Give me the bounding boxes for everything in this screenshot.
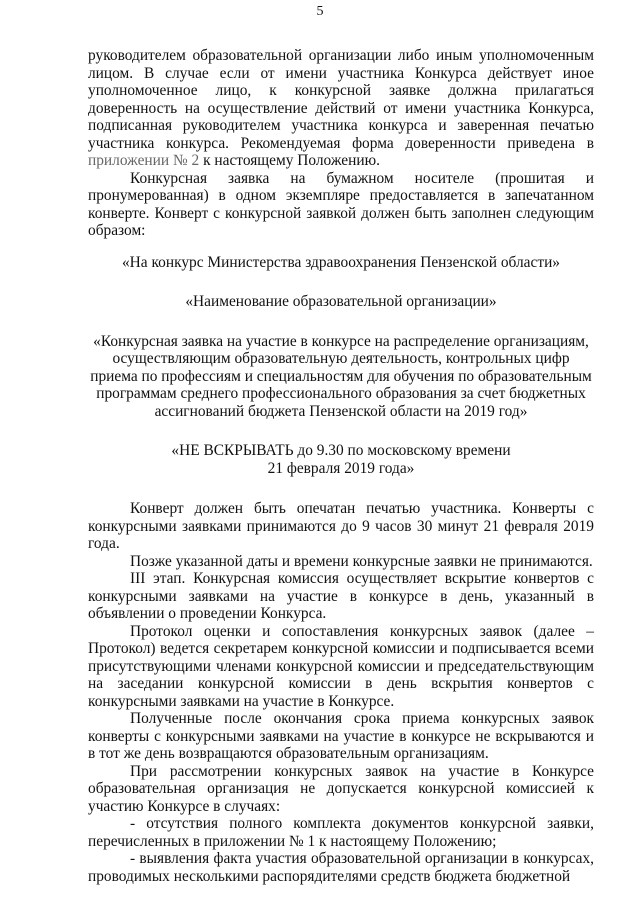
envelope-inscription [88,254,594,478]
appendix-2-link[interactable]: приложении № 2 [88,152,200,169]
paragraph-protocol: Протокол оценки и сопоставления конкурсных заявок (далее – Протокол) ведется секретарем конкурсной комиссии и подписывается всеми присутствующими членами конкурсной комиссии и председательствующим на заседании конкурсной комиссии в день вскрытия конвертов с конкурсными заявками на участие в Конкурсе. [88,622,594,710]
paragraph-power-of-attorney [88,47,594,170]
paragraph-late-applications: Позже указанной даты и времени конкурсные заявки не принимаются. [130,552,593,570]
page-number: 5 [316,4,324,19]
envelope-line-application: «Конкурсная заявка на участие в конкурсе на распределение организациям, осуществляющим образовательную деятельность, контрольных цифр приема по профессиям и специальностям для обучения по образовательным программам среднего профессионального образования за счет бюджетных ассигнований бюджета Пензенской области на 2019 год» [90,332,592,420]
paragraph-text: руководителем образовательной организации либо иным уполномоченным лицом. В случае если от имени участника Конкурса действует иное уполномоченное лицо, к конкурсной заявке должна прилагаться доверенность на осуществление действий от имени участника Конкурса, подписанная руководителем участника конкурса и заверенная печатью участника конкурса. Рекомендуемая форма доверенности приведена в [88,47,594,152]
list-item-incomplete-docs: - отсутствия полного комплекта документов конкурсной заявки, перечисленных в приложении № 1 к настоящему Положению; [88,815,594,850]
list-item-multiple-contests: - выявления факта участия образовательной организации в конкурсах, проводимых несколькими распорядителями средств бюджета бюджетной [88,850,594,885]
paragraph-envelope-intro: Конкурсная заявка на бумажном носителе (прошитая и пронумерованная) в одном экземпляре предоставляется в запечатанном конверте. Конверт с конкурсной заявкой должен быть заполнен следующим образом: [88,169,594,239]
paragraph-stage-3: III этап. Конкурсная комиссия осуществляет вскрытие конвертов с конкурсными заявками на участие в конкурсе в день, указанный в объявлении о проведении Конкурса. [88,570,594,622]
paragraph-sealing: Конверт должен быть опечатан печатью участника. Конверты с конкурсными заявками принимаются до 9 часов 30 минут 21 февраля 2019 года. [88,500,594,552]
paragraph-text: к настоящему Положению. [199,152,380,169]
envelope-line-contest: «На конкурс Министерства здравоохранения Пензенской области» [121,253,560,271]
envelope-line-organization: «Наименование образовательной организации» [185,293,497,310]
paragraph-rejection-cases: При рассмотрении конкурсных заявок на участие в Конкурсе образовательная организация не допускается конкурсной комиссией к участию Конкурсе в случаях: [88,762,594,815]
paragraph-returned-envelopes: Полученные после окончания срока приема конкурсных заявок конверты с конкурсными заявками на участие в конкурсе не вскрываются и в тот же день возвращаются образовательным организациям. [88,710,594,762]
envelope-line-do-not-open: «НЕ ВСКРЫВАТЬ до 9.30 по московскому времени [171,442,511,459]
document-body [88,47,594,885]
envelope-line-date: 21 февраля 2019 года» [267,459,415,477]
